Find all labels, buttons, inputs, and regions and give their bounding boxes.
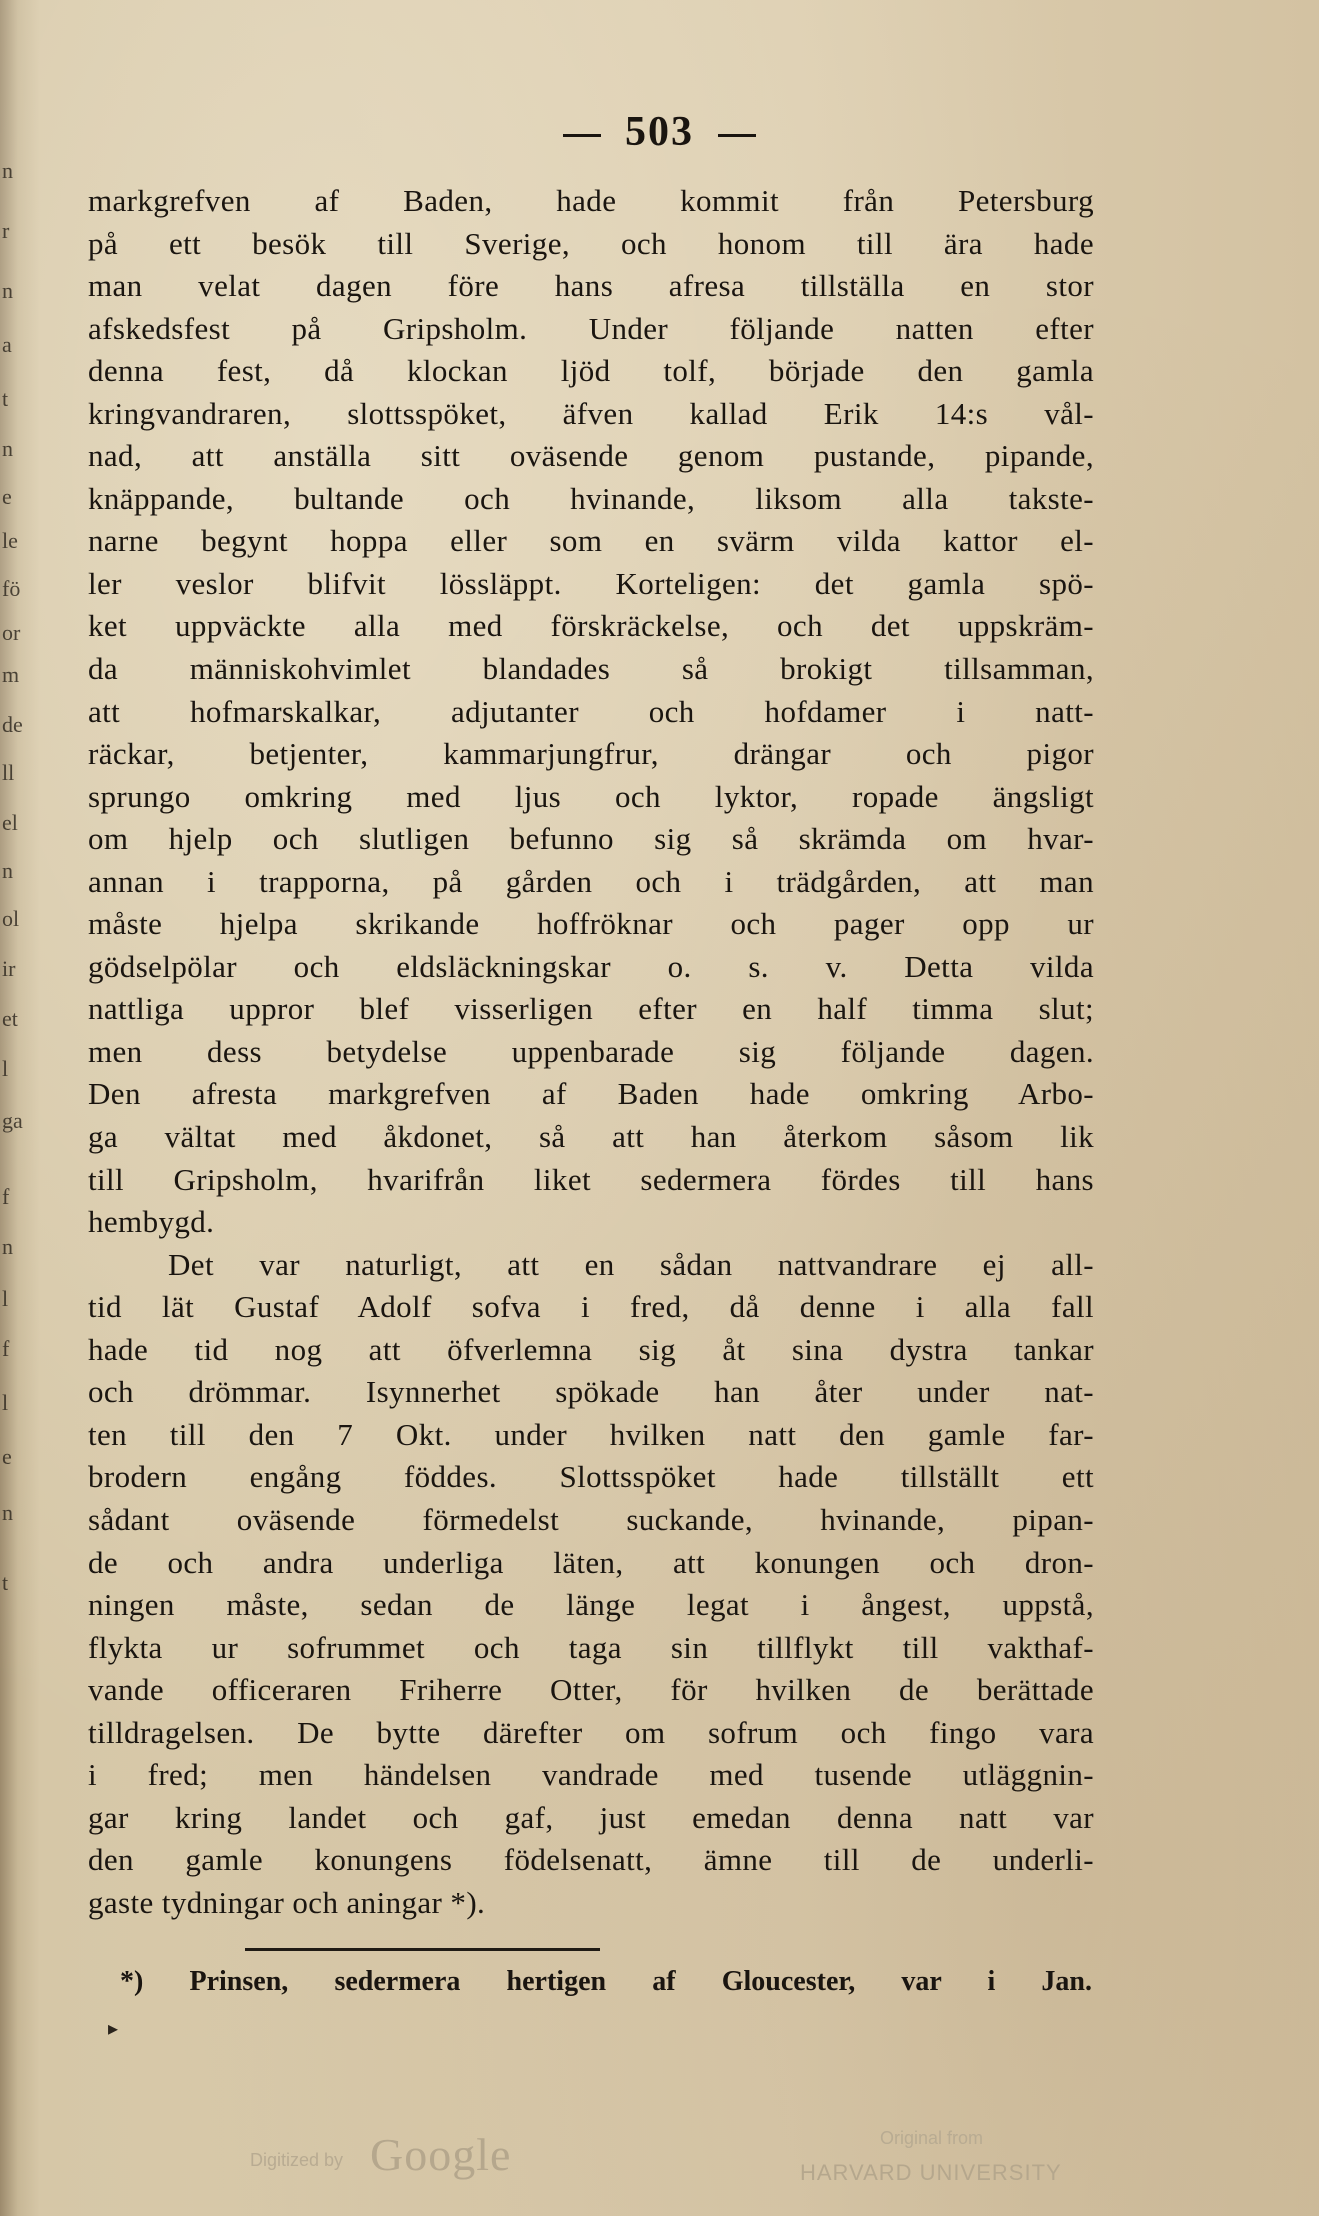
gutter-mark: ll bbox=[2, 760, 15, 785]
text-line: den gamle konungens födelsenatt, ämne till de underli- bbox=[88, 1842, 1094, 1878]
gutter-mark: f bbox=[2, 1336, 10, 1361]
text-line: gaste tydningar och aningar *). bbox=[88, 1884, 486, 1920]
original-from-label: Original from bbox=[880, 2128, 984, 2148]
gutter-mark: n bbox=[2, 278, 13, 303]
text-line: sprungo omkring med ljus och lyktor, ropade ängsligt bbox=[88, 778, 1094, 814]
text-line: brodern engång föddes. Slottsspöket hade tillställt ett bbox=[88, 1459, 1094, 1495]
text-line: ten till den 7 Okt. under hvilken natt den gamle far- bbox=[88, 1416, 1094, 1452]
text-line: räckar, betjenter, kammarjungfrur, drängar och pigor bbox=[88, 736, 1094, 772]
digitized-by-label: Digitized by bbox=[250, 2150, 344, 2170]
text-line: Det var naturligt, att en sådan nattvandrare ej all- bbox=[168, 1246, 1094, 1282]
text-line: flykta ur sofrummet och taga sin tillflykt till vakthaf- bbox=[88, 1629, 1094, 1665]
left-margin-bleed bbox=[0, 150, 26, 1710]
text-line: ningen måste, sedan de länge legat i ångest, uppstå, bbox=[88, 1587, 1094, 1623]
text-line: tid lät Gustaf Adolf sofva i fred, då denne i alla fall bbox=[88, 1289, 1094, 1325]
footnote: *) Prinsen, sedermera hertigen af Gloucester, var i Jan. bbox=[120, 1966, 1092, 1997]
text-line: da människohvimlet blandades så brokigt tillsamman, bbox=[88, 651, 1094, 687]
text-line: ga vältat med åkdonet, så att han återkom såsom lik bbox=[88, 1119, 1094, 1155]
gutter-mark: t bbox=[2, 1570, 9, 1595]
text-line: markgrefven af Baden, hade kommit från Petersburg bbox=[88, 183, 1094, 218]
text-line: nad, att anställa sitt oväsende genom pustande, pipande, bbox=[88, 438, 1094, 474]
gutter-mark: le bbox=[2, 528, 18, 553]
gutter-mark: n bbox=[2, 858, 13, 883]
gutter-mark: l bbox=[2, 1286, 9, 1311]
text-line: om hjelp och slutligen befunno sig så skrämda om hvar- bbox=[88, 821, 1094, 857]
gutter-mark: n bbox=[2, 1234, 13, 1259]
page-number-value: 503 bbox=[625, 109, 694, 155]
body-text bbox=[88, 180, 1094, 1924]
gutter-mark: n bbox=[2, 436, 13, 461]
text-line: annan i trapporna, på gården och i trädgården, att man bbox=[88, 863, 1094, 899]
text-line: afskedsfest på Gripsholm. Under följande natten efter bbox=[88, 310, 1094, 346]
catchword-mark-icon: ▸ bbox=[108, 2016, 119, 2040]
text-line: och drömmar. Isynnerhet spökade han åter under nat- bbox=[88, 1374, 1094, 1410]
gutter-mark: de bbox=[2, 712, 23, 737]
gutter-mark: ir bbox=[2, 956, 16, 981]
text-line: knäppande, bultande och hvinande, liksom alla takste- bbox=[88, 480, 1094, 516]
text-line: vande officeraren Friherre Otter, för hvilken de berättade bbox=[88, 1672, 1094, 1708]
gutter-mark: m bbox=[2, 662, 20, 687]
text-line: ket uppväckte alla med förskräckelse, och det uppskräm- bbox=[88, 608, 1094, 644]
text-line: sådant oväsende förmedelst suckande, hvinande, pipan- bbox=[88, 1501, 1094, 1537]
gutter-mark: et bbox=[2, 1006, 18, 1031]
gutter-mark: el bbox=[2, 810, 18, 835]
text-line: tilldragelsen. De bytte därefter om sofrum och fingo vara bbox=[88, 1714, 1094, 1750]
text-line: nattliga uppror blef visserligen efter en half timma slut; bbox=[88, 991, 1094, 1027]
text-line: denna fest, då klockan ljöd tolf, började den gamla bbox=[88, 353, 1094, 389]
text-line: måste hjelpa skrikande hoffröknar och pager opp ur bbox=[88, 906, 1094, 942]
gutter-mark: ol bbox=[2, 906, 20, 931]
text-line: hembygd. bbox=[88, 1204, 215, 1240]
gutter-mark: ga bbox=[2, 1108, 23, 1133]
text-line: att hofmarskalkar, adjutanter och hofdamer i natt- bbox=[88, 693, 1094, 729]
text-line: Den afresta markgrefven af Baden hade omkring Arbo- bbox=[88, 1076, 1094, 1112]
text-line: kringvandraren, slottsspöket, äfven kallad Erik 14:s vål- bbox=[88, 395, 1094, 431]
gutter-mark: f bbox=[2, 1184, 10, 1209]
gutter-mark: l bbox=[2, 1390, 9, 1415]
text-line: narne begynt hoppa eller som en svärm vilda kattor el- bbox=[88, 523, 1094, 559]
text-line: man velat dagen före hans afresa tillställa en stor bbox=[88, 268, 1094, 304]
text-line: hade tid nog att öfverlemna sig åt sina dystra tankar bbox=[88, 1331, 1094, 1367]
text-line: men dess betydelse uppenbarade sig följande dagen. bbox=[88, 1033, 1094, 1069]
gutter-mark: or bbox=[2, 620, 21, 645]
text-line: de och andra underliga läten, att konungen och dron- bbox=[88, 1544, 1094, 1580]
text-line: till Gripsholm, hvarifrån liket sedermera fördes till hans bbox=[88, 1161, 1094, 1197]
gutter-mark: r bbox=[2, 218, 10, 243]
text-line: gödselpölar och eldsläckningskar o. s. v. Detta vilda bbox=[88, 948, 1094, 984]
gutter-mark: fö bbox=[2, 576, 21, 601]
text-line: på ett besök till Sverige, och honom till ära hade bbox=[88, 225, 1094, 261]
gutter-mark: e bbox=[2, 484, 12, 509]
text-line: gar kring landet och gaf, just emedan denna natt var bbox=[88, 1799, 1094, 1835]
gutter-mark: t bbox=[2, 386, 9, 411]
gutter-mark: n bbox=[2, 1500, 13, 1525]
text-line: ler veslor blifvit lössläppt. Korteligen: det gamla spö- bbox=[88, 565, 1094, 601]
gutter-mark: a bbox=[2, 332, 12, 357]
institution-label: HARVARD UNIVERSITY bbox=[800, 2160, 1062, 2185]
gutter-mark: e bbox=[2, 1444, 12, 1469]
page-number-dash-right bbox=[718, 134, 756, 137]
google-logo: Google bbox=[370, 2129, 512, 2180]
gutter-mark: l bbox=[2, 1056, 9, 1081]
footnote-divider bbox=[245, 1948, 600, 1951]
gutter-mark: n bbox=[2, 158, 13, 183]
text-line: i fred; men händelsen vandrade med tusende utläggnin- bbox=[88, 1757, 1094, 1793]
page-number bbox=[0, 108, 1319, 156]
page-number-dash-left bbox=[563, 134, 601, 137]
